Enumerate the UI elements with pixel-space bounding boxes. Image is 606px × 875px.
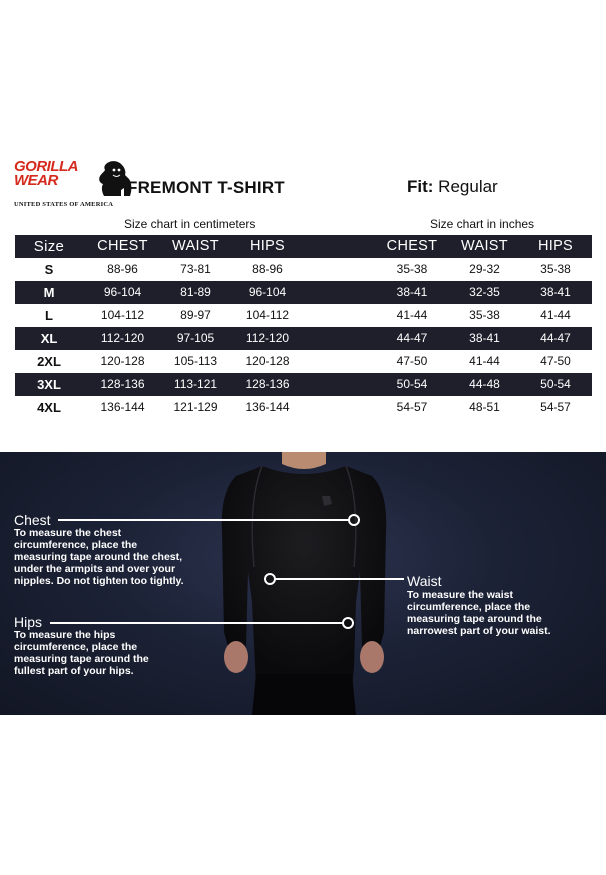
header-hips-in: HIPS <box>537 238 574 254</box>
chest-description-line: circumference, place the <box>14 539 138 551</box>
table-row <box>15 396 592 419</box>
chest-description-line: nipples. Do not tighten too tightly. <box>14 575 184 587</box>
waist-description-line: measuring tape around the <box>407 613 542 625</box>
chest-in-cell: 47-50 <box>396 354 428 368</box>
chest-pointer-line <box>58 519 350 521</box>
header-chest-cm: CHEST <box>97 238 148 254</box>
brand-tagline: UNITED STATES OF AMERICA <box>14 201 114 208</box>
waist-description <box>407 589 551 637</box>
hips-in-cell: 54-57 <box>540 400 571 414</box>
hips-cm-cell: 136-144 <box>245 400 290 414</box>
caption-centimeters: Size chart in centimeters <box>124 217 256 231</box>
hips-title: Hips <box>14 614 43 630</box>
chest-cm-cell: 120-128 <box>100 354 145 368</box>
brand-logo <box>14 160 120 210</box>
hips-in-cell: 50-54 <box>540 377 571 391</box>
brand-wordmark-line2: WEAR <box>14 172 58 189</box>
header-waist-cm: WAIST <box>172 238 219 254</box>
fit-label <box>407 177 498 197</box>
chest-in-cell: 41-44 <box>396 308 428 322</box>
waist-in-cell: 38-41 <box>469 331 500 345</box>
waist-in-cell: 29-32 <box>469 262 500 276</box>
hips-cm-cell: 128-136 <box>245 377 290 391</box>
product-title: FREMONT T-SHIRT <box>127 178 285 197</box>
chest-description-line: under the armpits and over your <box>14 563 176 575</box>
measurement-guide-banner <box>0 452 606 715</box>
table-row <box>15 281 592 304</box>
brand-wordmark-line1: GORILLA <box>14 158 78 175</box>
chest-cm-cell: 88-96 <box>107 262 138 276</box>
hips-description-line: fullest part of your hips. <box>14 665 134 677</box>
table-header-row <box>15 235 592 258</box>
size-cell: 4XL <box>37 400 61 415</box>
chest-title: Chest <box>14 512 51 528</box>
hips-in-cell: 38-41 <box>540 285 571 299</box>
waist-in-cell: 48-51 <box>469 400 500 414</box>
hips-cm-cell: 96-104 <box>248 285 287 299</box>
chest-in-cell: 38-41 <box>396 285 428 299</box>
chest-description-line: measuring tape around the chest, <box>14 551 183 563</box>
caption-inches: Size chart in inches <box>430 217 535 231</box>
table-row <box>15 304 592 327</box>
chest-pointer-dot <box>348 514 360 526</box>
gorilla-logo-icon <box>92 160 132 198</box>
waist-cm-cell: 113-121 <box>173 377 218 391</box>
chest-in-cell: 54-57 <box>396 400 428 414</box>
table-row <box>15 327 592 350</box>
table-row <box>15 258 592 281</box>
chest-cm-cell: 128-136 <box>100 377 145 391</box>
chest-cm-cell: 104-112 <box>100 308 145 322</box>
waist-cm-cell: 121-129 <box>173 400 218 414</box>
header-size: Size <box>33 238 65 255</box>
waist-title: Waist <box>407 573 442 589</box>
hips-in-cell: 35-38 <box>540 262 571 276</box>
hips-in-cell: 41-44 <box>540 308 571 322</box>
chest-cm-cell: 112-120 <box>100 331 145 345</box>
fit-label-key: Fit: <box>407 177 434 196</box>
chest-in-cell: 35-38 <box>396 262 428 276</box>
size-cell: 2XL <box>37 354 61 369</box>
waist-in-cell: 32-35 <box>469 285 500 299</box>
waist-description-line: narrowest part of your waist. <box>407 625 551 637</box>
waist-pointer-line <box>274 578 404 580</box>
fit-value: Regular <box>438 177 498 196</box>
hips-description-line: circumference, place the <box>14 641 138 653</box>
waist-pointer-dot <box>264 573 276 585</box>
waist-cm-cell: 73-81 <box>180 262 211 276</box>
size-cell: S <box>44 262 54 277</box>
table-row <box>15 373 592 396</box>
table-row <box>15 350 592 373</box>
hips-cm-cell: 112-120 <box>245 331 290 345</box>
waist-cm-cell: 97-105 <box>176 331 215 345</box>
size-cell: XL <box>40 331 58 346</box>
waist-cm-cell: 81-89 <box>180 285 211 299</box>
hips-cm-cell: 104-112 <box>245 308 290 322</box>
hips-cm-cell: 88-96 <box>252 262 283 276</box>
waist-cm-cell: 105-113 <box>173 354 218 368</box>
chest-in-cell: 50-54 <box>396 377 428 391</box>
hips-description-line: measuring tape around the <box>14 653 149 665</box>
hips-description-line: To measure the hips <box>14 629 116 641</box>
header-chest-in: CHEST <box>386 238 438 254</box>
waist-in-cell: 35-38 <box>469 308 500 322</box>
waist-in-cell: 44-48 <box>469 377 500 391</box>
hips-in-cell: 44-47 <box>540 331 571 345</box>
chest-in-cell: 44-47 <box>396 331 428 345</box>
chest-description-line: To measure the chest <box>14 527 122 539</box>
size-cell: 3XL <box>37 377 61 392</box>
waist-description-line: To measure the waist <box>407 589 514 601</box>
hips-in-cell: 47-50 <box>540 354 571 368</box>
size-chart-table <box>15 235 592 419</box>
waist-cm-cell: 89-97 <box>180 308 211 322</box>
hips-pointer-line <box>50 622 344 624</box>
hips-pointer-dot <box>342 617 354 629</box>
chest-description <box>14 527 184 587</box>
waist-in-cell: 41-44 <box>469 354 500 368</box>
chest-cm-cell: 136-144 <box>100 400 145 414</box>
waist-description-line: circumference, place the <box>407 601 531 613</box>
header-waist-in: WAIST <box>461 238 508 254</box>
size-cell: L <box>45 308 53 323</box>
hips-cm-cell: 120-128 <box>245 354 290 368</box>
brand-wordmark <box>14 160 78 188</box>
hips-description <box>14 629 149 677</box>
size-cell: M <box>43 285 55 300</box>
chest-cm-cell: 96-104 <box>103 285 142 299</box>
header-hips-cm: HIPS <box>249 238 286 254</box>
